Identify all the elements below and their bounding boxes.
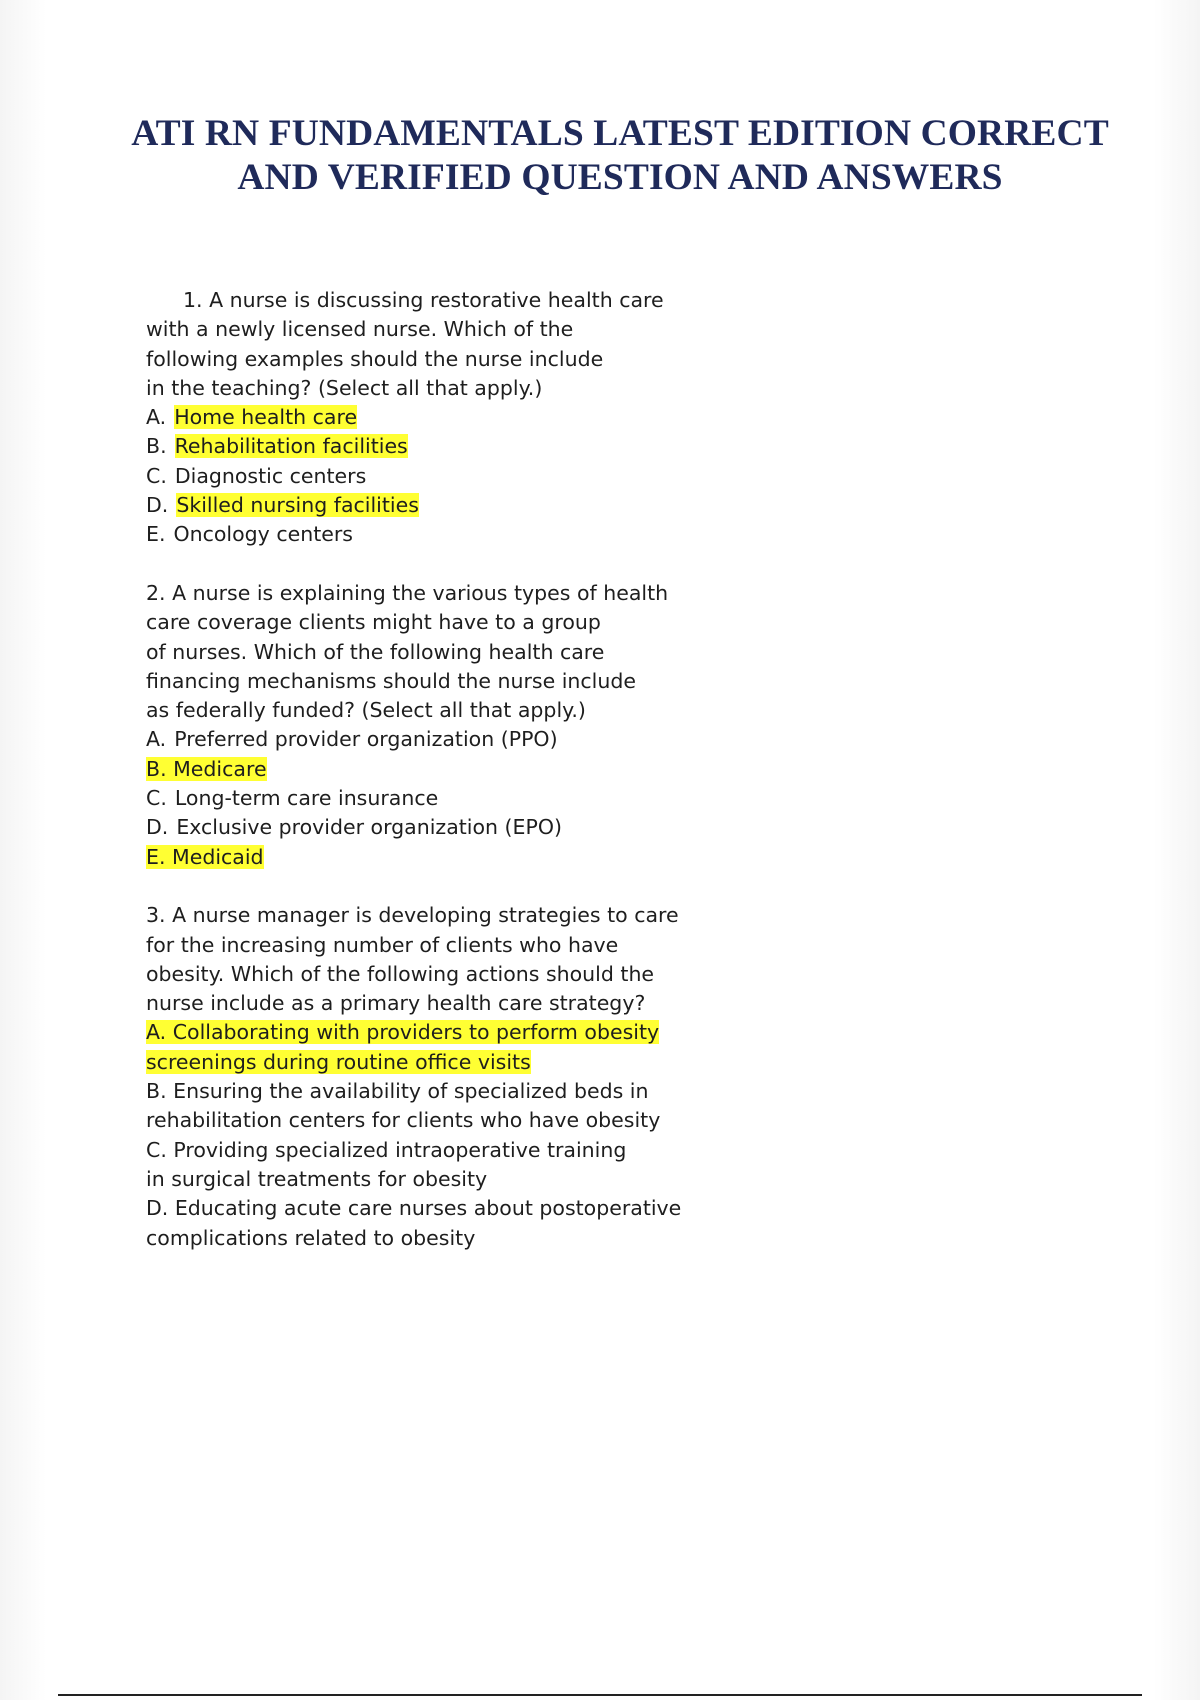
footer-divider: [58, 1694, 1142, 1696]
option-text: Long-term care insurance: [174, 786, 439, 811]
question-stem-line: in the teaching? (Select all that apply.): [146, 375, 543, 400]
answer-option-e: [146, 520, 686, 549]
question-list: [146, 286, 686, 1282]
option-letter: A.: [146, 727, 167, 752]
answer-option-b: [146, 755, 686, 784]
option-letter: C.: [146, 1137, 167, 1162]
question-stem-line: 2. A nurse is explaining the various types of health: [146, 580, 669, 605]
option-letter: E.: [146, 844, 166, 869]
question-stem-line: of nurses. Which of the following health care: [146, 639, 605, 664]
option-letter: D.: [146, 815, 169, 840]
answer-option-d: [146, 813, 686, 842]
answer-option-a: [146, 725, 686, 754]
question-stem-line: 1. A nurse is discussing restorative health care: [183, 288, 664, 312]
option-text: Diagnostic centers: [174, 463, 367, 488]
option-letter: D.: [146, 493, 169, 518]
option-letter: C.: [146, 463, 167, 488]
answer-option-c: [146, 462, 686, 491]
answer-option-b: [146, 432, 686, 461]
document-title-line-1: ATI RN FUNDAMENTALS LATEST EDITION CORRECT: [131, 113, 1109, 154]
correct-answer-highlight: [146, 845, 264, 869]
question-stem-line: financing mechanisms should the nurse include: [146, 668, 636, 693]
option-letter: B.: [146, 434, 167, 459]
option-text: Collaborating with providers to perform obesity: [172, 1020, 660, 1045]
correct-answer-highlight: Rehabilitation facilities: [174, 434, 408, 459]
correct-answer-highlight: Home health care: [174, 405, 358, 430]
page-edge-shadow-left: [0, 0, 46, 1700]
question-stem-line: care coverage clients might have to a group: [146, 610, 601, 635]
option-letter: B.: [146, 1079, 167, 1104]
question-stem-line: 3. A nurse manager is developing strategies to care: [146, 903, 679, 928]
option-text: Educating acute care nurses about postoperative: [174, 1196, 682, 1221]
document-title: [90, 112, 1150, 200]
answer-option-d: [146, 491, 686, 520]
answer-option-c: [146, 784, 686, 813]
question-3: [146, 901, 686, 1253]
question-stem-line: nurse include as a primary health care strategy?: [146, 991, 646, 1016]
option-text: Medicare: [173, 756, 267, 781]
answer-option-c: [146, 1136, 686, 1165]
option-letter: D.: [146, 1196, 169, 1221]
question-stem-line: obesity. Which of the following actions should the: [146, 961, 655, 986]
option-text: Preferred provider organization (PPO): [174, 727, 558, 752]
question-stem-line: following examples should the nurse include: [146, 346, 604, 371]
option-letter: B.: [146, 756, 167, 781]
option-text: Ensuring the availability of specialized beds in: [173, 1079, 649, 1104]
question-stem-line: with a newly licensed nurse. Which of the: [146, 317, 574, 342]
question-stem-line: for the increasing number of clients who have: [146, 932, 619, 957]
answer-option-b-continued: rehabilitation centers for clients who have obesity: [146, 1108, 661, 1133]
option-text: Oncology centers: [173, 522, 353, 547]
option-letter: A.: [146, 405, 167, 430]
question-stem-line: as federally funded? (Select all that apply.): [146, 698, 586, 723]
answer-option-a-continued: [146, 1048, 686, 1077]
option-text: Medicaid: [172, 844, 264, 869]
option-text: Exclusive provider organization (EPO): [176, 815, 562, 840]
question-1: [146, 286, 686, 550]
answer-option-b: [146, 1077, 686, 1106]
answer-option-c-continued: in surgical treatments for obesity: [146, 1166, 488, 1191]
answer-option-d: [146, 1194, 686, 1223]
question-2: [146, 579, 686, 872]
answer-option-e: [146, 843, 686, 872]
document-title-line-2: AND VERIFIED QUESTION AND ANSWERS: [237, 157, 1003, 198]
answer-option-a: [146, 1018, 686, 1047]
option-letter: E.: [146, 522, 166, 547]
answer-option-d-continued: complications related to obesity: [146, 1225, 476, 1250]
correct-answer-highlight: [146, 757, 267, 781]
correct-answer-highlight: screenings during routine office visits: [146, 1049, 531, 1074]
answer-option-a: [146, 403, 686, 432]
correct-answer-highlight: Skilled nursing facilities: [176, 493, 419, 518]
correct-answer-highlight: [146, 1020, 659, 1044]
option-text: Providing specialized intraoperative training: [173, 1137, 627, 1162]
page-edge-shadow-right: [1154, 0, 1200, 1700]
option-letter: A.: [146, 1020, 167, 1045]
option-letter: C.: [146, 786, 167, 811]
